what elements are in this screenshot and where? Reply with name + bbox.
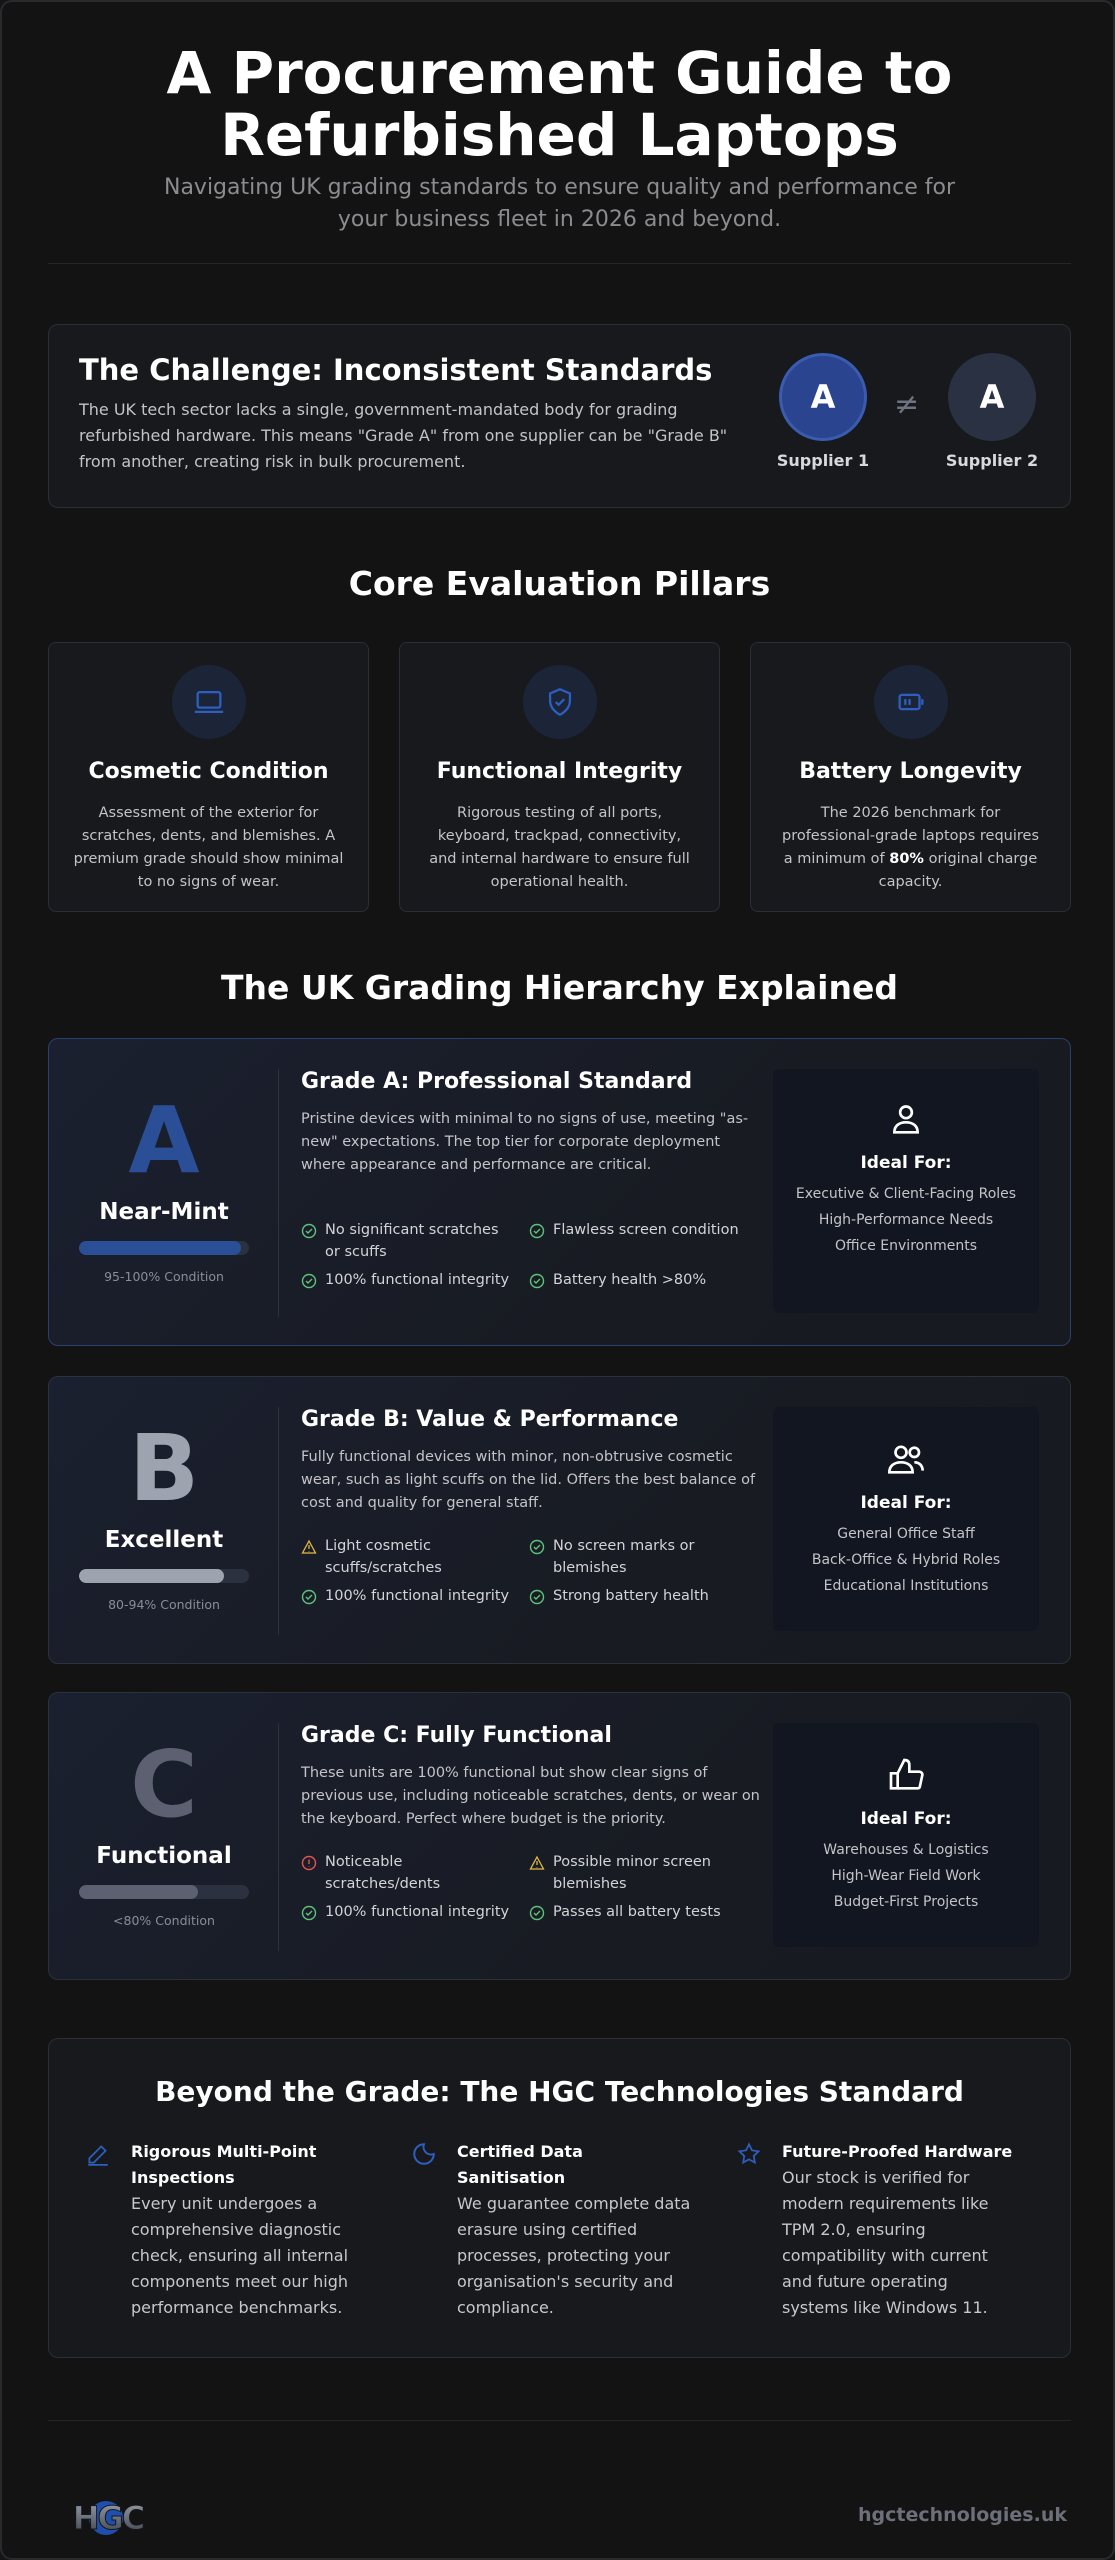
ideal-for-box [773,1069,1039,1313]
challenge-title: The Challenge: Inconsistent Standards [79,353,713,387]
ideal-for-item: High-Wear Field Work [831,1868,981,1884]
supplier-1 [763,353,883,470]
condition-bar [79,1569,249,1583]
ideal-for-item: Office Environments [834,1238,977,1254]
grade-summary [49,1377,279,1663]
grade-feature-text: Light cosmetic scuffs/scratches [325,1538,442,1576]
grade-desc: These units are 100% functional but show clear signs of previous use, including noticeable scratches, dents, or wear on the keyboard. Perfect where budget is the priority. [301,1765,760,1827]
beyond-item-desc: We guarantee complete data erasure using certified processes, protecting your organisation's security and compliance. [457,2194,691,2317]
battery-icon [874,665,948,739]
pillar-functional [399,642,720,912]
pillar-desc: Assessment of the exterior for scratches, dents, and blemishes. A premium grade should show minimal to no signs of wear. [73,805,344,890]
grade-summary [49,1039,279,1345]
page-title: A Procurement Guide to Refurbished Laptops [166,39,953,169]
ideal-for-box [773,1723,1039,1947]
beyond-item-desc: Our stock is verified for modern requirements like TPM 2.0, ensuring compatibility with current and future operating systems like Windows 11. [782,2168,989,2317]
beyond-panel [48,2038,1071,2358]
pillars-heading: Core Evaluation Pillars [348,564,771,603]
grade-feature-text: No screen marks or blemishes [553,1538,695,1576]
challenge-text: The UK tech sector lacks a single, government-mandated body for grading refurbished hardware. This means "Grade A" from one supplier can be "Grade B" from another, creating risk in bulk procurement. [79,400,728,471]
check-circle-icon [301,1223,317,1239]
beyond-item-inspections [85,2139,365,2321]
check-circle-icon [529,1539,545,1555]
ideal-for-title: Ideal For: [860,1153,952,1173]
supplier-1-label: Supplier 1 [776,451,870,470]
ideal-for-item: Back-Office & Hybrid Roles [811,1552,1001,1568]
grade-feature-text: 100% functional integrity [325,1588,510,1604]
pillar-title: Battery Longevity [799,759,1022,784]
ideal-for-item: Executive & Client-Facing Roles [795,1186,1017,1202]
grading-heading: The UK Grading Hierarchy Explained [221,968,898,1007]
star-icon [736,2141,762,2167]
grade-feature-text: 100% functional integrity [325,1272,510,1288]
ideal-for-item: High-Performance Needs [818,1212,994,1228]
ideal-for-list [773,1521,1039,1599]
beyond-item-title: Certified Data Sanitisation [457,2142,583,2187]
ideal-for-item: Budget-First Projects [833,1894,979,1910]
divider [278,1723,279,1951]
supplier-2 [932,353,1052,470]
beyond-title: Beyond the Grade: The HGC Technologies Standard [155,2075,964,2108]
grade-feature-text: Flawless screen condition [553,1222,739,1238]
grade-name: Functional [96,1843,232,1869]
grade-feature-text: 100% functional integrity [325,1904,510,1920]
condition-range: 95-100% Condition [104,1269,224,1284]
website-url[interactable]: hgctechnologies.uk [858,2504,1067,2526]
ideal-for-title: Ideal For: [860,1809,952,1829]
grade-feature [301,1269,516,1291]
grade-title: Grade C: Fully Functional [301,1723,612,1748]
ideal-for-item: Educational Institutions [823,1578,989,1594]
grade-details [301,1723,761,1831]
supplier-2-grade-badge: A [948,353,1036,441]
divider [48,263,1071,264]
grade-card-b [48,1376,1071,1664]
laptop-icon [172,665,246,739]
condition-bar-fill [79,1241,241,1255]
check-circle-icon [301,1273,317,1289]
divider [278,1407,279,1635]
grade-title: Grade B: Value & Performance [301,1407,679,1432]
grade-name: Near-Mint [99,1199,229,1225]
check-circle-icon [529,1273,545,1289]
grade-desc: Fully functional devices with minor, non-obtrusive cosmetic wear, such as light scuffs on the lid. Offers the best balance of cost and quality for general staff. [301,1449,756,1511]
warning-icon [301,1539,317,1555]
ideal-for-title: Ideal For: [860,1493,952,1513]
check-circle-icon [529,1905,545,1921]
check-circle-icon [301,1589,317,1605]
grade-letter: B [128,1415,200,1522]
ideal-for-list [773,1837,1039,1915]
pillar-title: Functional Integrity [436,759,683,784]
pillar-desc: Rigorous testing of all ports, keyboard, trackpad, connectivity, and internal hardware to ensure full operational health. [429,805,690,890]
battery-benchmark-value: 80% [889,851,924,867]
thumbs-up-icon [773,1755,1039,1799]
check-circle-icon [529,1589,545,1605]
grade-feature [301,1535,516,1579]
ideal-for-box [773,1407,1039,1631]
beyond-item-title: Future-Proofed Hardware [782,2142,1013,2161]
grade-letter: A [128,1087,200,1194]
grade-feature [529,1851,744,1895]
ideal-for-list [773,1181,1039,1259]
grade-feature [529,1535,744,1579]
ideal-for-item: Warehouses & Logistics [823,1842,989,1858]
grade-feature [529,1219,744,1241]
page-subtitle: Navigating UK grading standards to ensure quality and performance for your business fleet in 2026 and beyond. [163,175,955,232]
grade-name: Excellent [104,1527,224,1553]
pillar-battery [750,642,1071,912]
beyond-item-hardware [736,2139,1016,2321]
grade-feature [301,1585,516,1607]
grade-feature-text: Possible minor screen blemishes [553,1854,711,1892]
not-equal-symbol: ≠ [894,387,920,422]
svg-text:HGC: HGC [72,2499,144,2537]
beyond-item-title: Rigorous Multi-Point Inspections [131,2142,317,2187]
grade-letter: C [130,1731,198,1838]
supplier-2-label: Supplier 2 [945,451,1039,470]
pillar-desc: The 2026 benchmark for professional-grade laptops requires a minimum of 80% original charge capacity. [781,805,1040,890]
beyond-item-desc: Every unit undergoes a comprehensive diagnostic check, ensuring all internal components meet our high performance benchmarks. [131,2194,349,2317]
condition-bar [79,1241,249,1255]
condition-bar-fill [79,1569,224,1583]
condition-range: 80-94% Condition [108,1597,220,1612]
condition-bar [79,1885,249,1899]
pillar-cosmetic [48,642,369,912]
supplier-1-grade-badge: A [779,353,867,441]
challenge-panel [48,324,1071,508]
users-icon [773,1439,1039,1483]
beyond-item-sanitisation [411,2139,691,2321]
grade-card-c [48,1692,1071,1980]
grade-desc: Pristine devices with minimal to no signs of use, meeting "as-new" expectations. The top tier for corporate deployment where appearance and performance are critical. [301,1111,749,1173]
moon-icon [411,2141,437,2167]
grade-details [301,1069,761,1177]
grade-summary [49,1693,279,1979]
pillar-title: Cosmetic Condition [88,759,329,784]
grade-feature [301,1901,516,1923]
check-circle-icon [529,1223,545,1239]
check-circle-icon [301,1905,317,1921]
grade-feature-text: No significant scratches or scuffs [325,1222,499,1260]
grade-feature-text: Battery health >80% [553,1272,707,1288]
condition-range: <80% Condition [113,1913,215,1928]
grade-feature [301,1851,516,1895]
user-icon [773,1099,1039,1143]
grade-feature-text: Noticeable scratches/dents [325,1854,441,1892]
grade-feature [529,1585,744,1607]
divider [48,2420,1071,2421]
warning-icon [529,1855,545,1871]
alert-circle-icon [301,1855,317,1871]
grade-card-a [48,1038,1071,1346]
ideal-for-item: General Office Staff [837,1526,975,1542]
hgc-logo [48,2496,168,2540]
grade-feature-text: Strong battery health [553,1588,709,1604]
grade-feature [301,1219,516,1263]
shield-check-icon [523,665,597,739]
grade-feature [529,1269,744,1291]
condition-bar-fill [79,1885,198,1899]
grade-feature-text: Passes all battery tests [553,1904,721,1920]
grade-details [301,1407,761,1515]
divider [278,1069,279,1317]
grade-feature [529,1901,744,1923]
pencil-icon [85,2141,111,2167]
grade-title: Grade A: Professional Standard [301,1069,693,1094]
